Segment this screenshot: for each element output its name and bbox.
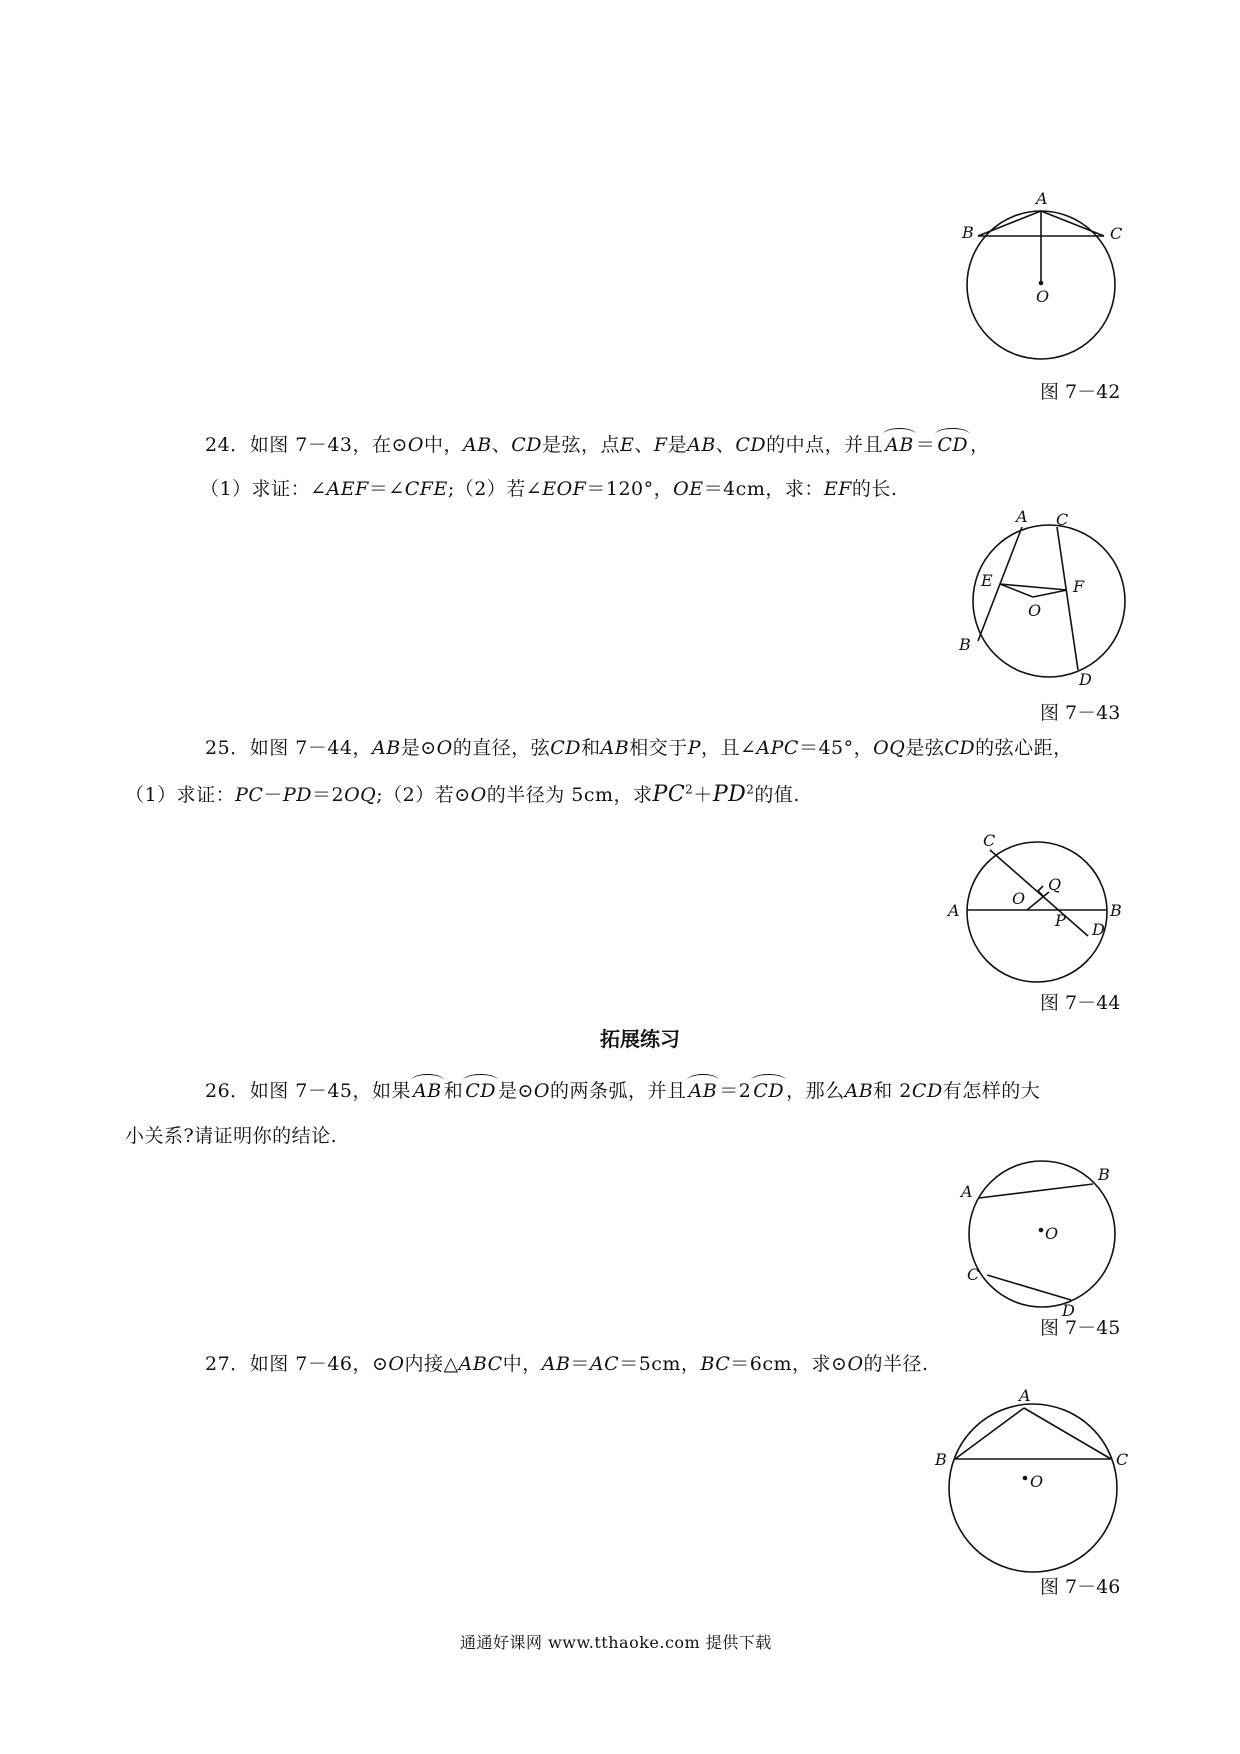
circle-o <box>973 525 1125 677</box>
math-symbol: PC <box>652 782 686 807</box>
problem-text: － <box>263 784 283 806</box>
math-symbol: APC <box>756 737 799 759</box>
problem-text: （1）求证： <box>125 784 236 806</box>
label-q: Q <box>1048 875 1062 894</box>
label-p: P <box>1055 911 1066 930</box>
problem-text: 是弦，点 <box>542 434 621 456</box>
label-c: C <box>1110 224 1123 243</box>
problem-text: ＝45°， <box>798 737 874 759</box>
problem-text: 是⊙ <box>400 737 437 759</box>
math-symbol: OE <box>673 478 704 500</box>
problem-24-line-2 <box>200 474 897 501</box>
figure-7-44 <box>945 830 1145 1000</box>
segment-ab <box>978 211 1041 236</box>
footer-credit: 通通好课网 www.tthaoke.com 提供下载 <box>460 1633 772 1652</box>
section-title: 拓展练习 <box>600 1027 680 1051</box>
problem-text: 是弦 <box>905 737 945 759</box>
problem-24-line-1 <box>205 430 990 457</box>
arc-ab: AB <box>413 1080 442 1102</box>
math-symbol: P <box>687 737 701 759</box>
math-symbol: AB <box>372 737 401 759</box>
math-symbol: EF <box>823 478 852 500</box>
center-dot <box>1040 282 1043 285</box>
math-symbol: CD <box>911 1080 943 1102</box>
label-o: O <box>1012 889 1026 908</box>
math-symbol: O <box>847 1353 864 1375</box>
label-a: A <box>1036 189 1048 208</box>
figure-caption-7-45: 图 7－45 <box>1040 1317 1121 1339</box>
label-c: C <box>967 1265 980 1284</box>
problem-text: ＝ <box>915 434 936 456</box>
label-c: C <box>1116 1450 1129 1469</box>
problem-text: 是⊙ <box>497 1080 534 1102</box>
problem-text: 的中点，并且 <box>766 434 884 456</box>
problem-text: 相交于 <box>629 737 688 759</box>
label-a: A <box>961 1182 973 1201</box>
problem-text: 中， <box>424 434 464 456</box>
problem-text: 的半径为 5cm，求 <box>486 784 653 806</box>
math-symbol: PD <box>712 782 747 807</box>
arc-cd: CD <box>465 1080 496 1102</box>
math-symbol: BC <box>700 1353 731 1375</box>
math-symbol: AB <box>541 1353 571 1375</box>
problem-text: ，且∠ <box>701 737 757 759</box>
problem-text: 如图 7－44， <box>249 737 372 759</box>
chord-cd <box>1057 527 1078 670</box>
problem-text: 如图 7－46，⊙ <box>249 1353 389 1375</box>
problem-text: 中， <box>502 1353 542 1375</box>
problem-text: ＝2 <box>311 784 345 806</box>
math-symbol: AEF <box>326 478 369 500</box>
label-c: C <box>983 831 996 850</box>
problem-text: ＝ <box>570 1353 590 1375</box>
label-o: O <box>1030 1472 1044 1491</box>
math-symbol: PC <box>235 784 264 806</box>
math-symbol: AB <box>844 1080 874 1102</box>
center-dot <box>1024 1477 1027 1480</box>
math-symbol: O <box>533 1080 550 1102</box>
problem-text: ＝5cm， <box>619 1353 701 1375</box>
problem-text: 和 2 <box>873 1080 912 1102</box>
math-symbol: O <box>407 434 424 456</box>
math-symbol: PD <box>282 784 312 806</box>
figure-caption-7-43: 图 7－43 <box>1040 702 1121 724</box>
problem-text: 的长. <box>851 478 898 500</box>
center-dot <box>1040 1229 1043 1232</box>
segment-ef <box>1000 584 1067 590</box>
problem-text: 的两条弧，并且 <box>549 1080 687 1102</box>
figure-7-46 <box>930 1375 1145 1575</box>
label-b: B <box>959 635 971 654</box>
label-a: A <box>948 901 960 920</box>
figure-7-45 <box>955 1150 1145 1330</box>
problem-text: ;（2）若⊙ <box>376 784 471 806</box>
math-symbol: CD <box>735 434 767 456</box>
label-d: D <box>1062 1301 1075 1320</box>
problem-text: ＝120°， <box>586 478 674 500</box>
math-symbol: EOF <box>542 478 587 500</box>
label-b: B <box>962 223 974 242</box>
segment-oq <box>1027 892 1049 910</box>
chord-cd <box>987 1275 1071 1300</box>
problem-text: 的值. <box>754 784 800 806</box>
figure-caption-7-46: 图 7－46 <box>1040 1576 1121 1598</box>
math-symbol: CD <box>511 434 542 456</box>
math-symbol: AB <box>463 434 492 456</box>
circle-o <box>967 842 1107 982</box>
chord-ab <box>979 1184 1093 1198</box>
label-b: B <box>935 1450 947 1469</box>
math-symbol: F <box>653 434 668 456</box>
math-symbol: OQ <box>873 737 906 759</box>
problem-text: 的弦心距， <box>975 737 1073 759</box>
problem-text: ＝∠ <box>368 478 405 500</box>
math-symbol: E <box>620 434 635 456</box>
problem-25-line-1 <box>205 733 1073 760</box>
problem-text: 的半径. <box>863 1353 929 1375</box>
figure-7-43 <box>955 507 1145 690</box>
problem-text: 和 <box>580 737 601 759</box>
problem-number: 27． <box>205 1353 250 1375</box>
problem-text: 如图 7－43，在⊙ <box>249 434 408 456</box>
arc-cd: CD <box>753 1080 785 1102</box>
problem-text: ，那么 <box>786 1080 845 1102</box>
problem-number: 26． <box>205 1080 250 1102</box>
math-symbol: CD <box>944 737 976 759</box>
problem-text: ;（2）若∠ <box>447 478 543 500</box>
problem-text: 的直径，弦 <box>452 737 551 759</box>
math-symbol: OQ <box>344 784 377 806</box>
math-symbol: ABC <box>458 1353 503 1375</box>
math-symbol: AB <box>600 737 630 759</box>
arc-ab: AB <box>885 434 914 456</box>
problem-text: 是 <box>667 434 688 456</box>
problem-number: 25． <box>205 737 250 759</box>
label-d: D <box>1079 670 1092 689</box>
label-o: O <box>1036 287 1050 306</box>
problem-26-line-1 <box>205 1076 1040 1103</box>
figure-caption-7-42: 图 7－42 <box>1040 381 1121 403</box>
math-symbol: AC <box>589 1353 620 1375</box>
math-symbol: CFE <box>404 478 448 500</box>
problem-25-line-2 <box>125 780 800 807</box>
label-e: E <box>981 571 993 590</box>
arc-cd: CD <box>937 434 969 456</box>
segment-ac <box>1041 211 1104 236</box>
math-symbol: O <box>470 784 487 806</box>
segment-of <box>1033 590 1067 597</box>
problem-number: 24． <box>205 434 250 456</box>
problem-text: （1）求证：∠ <box>200 478 327 500</box>
label-b: B <box>1098 1165 1110 1184</box>
problem-27-line-1 <box>205 1349 929 1376</box>
problem-text: 内接△ <box>404 1353 459 1375</box>
label-c: C <box>1056 510 1069 529</box>
problem-text: ， <box>970 434 990 456</box>
label-o: O <box>1045 1224 1059 1243</box>
math-symbol: O <box>388 1353 405 1375</box>
problem-text: ＝4cm，求： <box>703 478 824 500</box>
figure-7-42 <box>960 190 1140 390</box>
math-symbol: AB <box>687 434 716 456</box>
problem-text: ＝2 <box>719 1080 752 1102</box>
arc-ab: AB <box>688 1080 718 1102</box>
problem-text: ＝6cm，求⊙ <box>730 1353 848 1375</box>
exponent: 2 <box>746 782 755 797</box>
problem-text: ＋ <box>693 784 713 806</box>
label-a: A <box>1016 507 1028 526</box>
problem-text: 有怎样的大 <box>942 1080 1041 1102</box>
label-f: F <box>1073 577 1085 596</box>
math-symbol: CD <box>550 737 581 759</box>
label-a: A <box>1019 1386 1031 1405</box>
problem-text: 、 <box>634 434 654 456</box>
figure-caption-7-44: 图 7－44 <box>1040 992 1121 1014</box>
problem-text: 如图 7－45，如果 <box>249 1080 411 1102</box>
exponent: 2 <box>685 782 694 797</box>
label-o: O <box>1028 601 1042 620</box>
math-symbol: O <box>436 737 453 759</box>
problem-text: 和 <box>443 1080 464 1102</box>
label-d: D <box>1092 920 1105 939</box>
problem-26-line-2: 小关系?请证明你的结论. <box>125 1125 338 1147</box>
circle-o <box>969 1161 1115 1307</box>
label-b: B <box>1110 901 1122 920</box>
problem-text: 、 <box>715 434 736 456</box>
problem-text: 、 <box>491 434 512 456</box>
